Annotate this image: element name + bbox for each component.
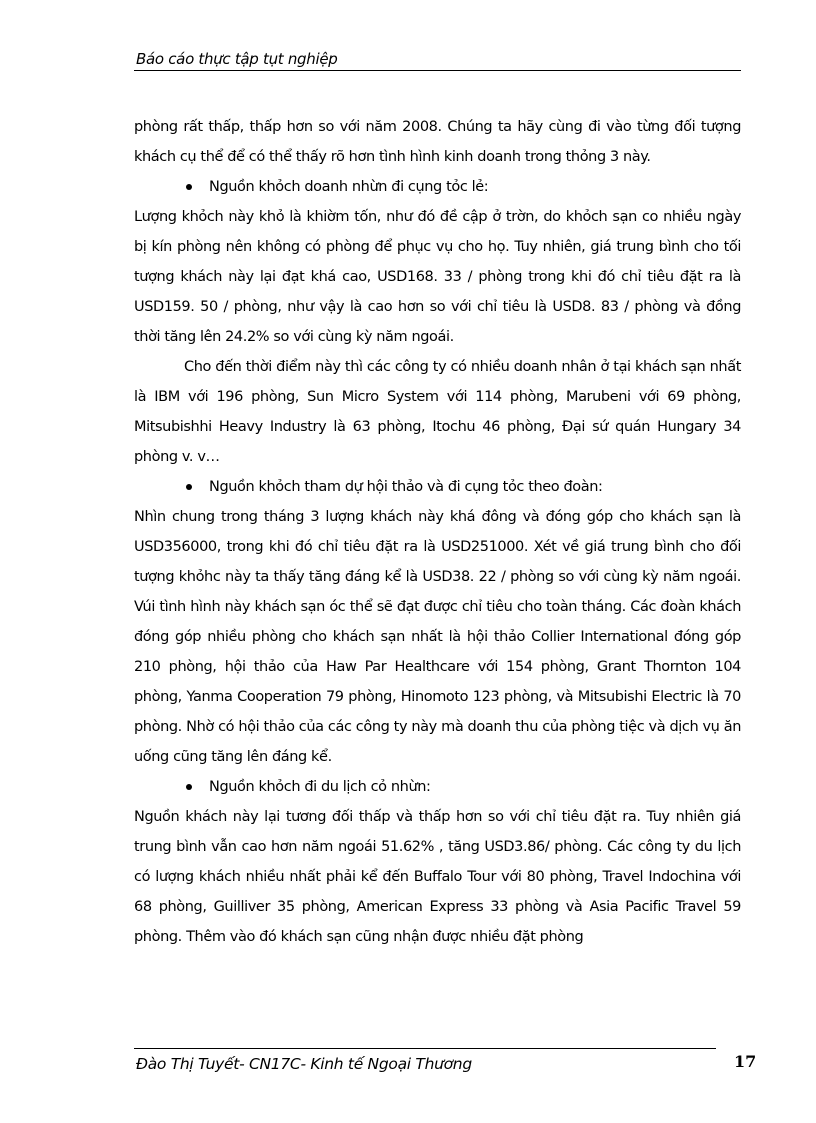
bullet-business-guests [134, 172, 741, 202]
page-header [134, 50, 741, 71]
bullet-icon [186, 184, 192, 190]
page-footer [134, 1048, 716, 1073]
page-number: 17 [734, 1052, 757, 1071]
bullet-label: Nguồn khỏch đi du lịch cỏ nhừn: [209, 779, 431, 795]
bullet-label: Nguồn khỏch doanh nhừn đi cụng tỏc lẻ: [209, 179, 489, 195]
paragraph-business-guests: Lượng khỏch này khỏ là khiờm tốn, như đó đề cập ở trờn, do khỏch sạn co nhiều ngày bị kín phòng nên không có phòng để phục vụ cho họ. Tuy nhiên, giá trung bình cho tối tượng khách này lại đạt khá cao, USD168. 33 / phòng trong khi đó chỉ tiêu đặt ra là USD159. 50 / phòng, như vậy là cao hơn so với chỉ tiêu là USD8. 83 / phòng và đồng thời tăng lên 24.2% so với cùng kỳ năm ngoái. [134, 209, 741, 345]
document-body [134, 112, 741, 952]
header-title: Báo cáo thực tập tụt nghiệp [136, 50, 338, 68]
bullet-label: Nguồn khỏch tham dự hội thảo và đi cụng tỏc theo đoàn: [209, 479, 603, 495]
paragraph-intro: phòng rất thấp, thấp hơn so với năm 2008. Chúng ta hãy cùng đi vào từng đối tượng khách cụ thể để có thể thấy rõ hơn tình hình kinh doanh trong thỏng 3 này. [134, 119, 741, 165]
bullet-conference-guests [134, 472, 741, 502]
paragraph-leisure-guests: Nguồn khách này lại tương đối thấp và thấp hơn so với chỉ tiêu đặt ra. Tuy nhiên giá trung bình vẫn cao hơn năm ngoái 51.62% , tăng USD3.86/ phòng. Các công ty du lịch có lượng khách nhiều nhất phải kể đến Buffalo Tour với 80 phòng, Travel Indochina với 68 phòng, Guilliver 35 phòng, American Express 33 phòng và Asia Pacific Travel 59 phòng. Thêm vào đó khách sạn cũng nhận được nhiều đặt phòng [134, 809, 741, 945]
paragraph-companies: Cho đến thời điểm này thì các công ty có nhiều doanh nhân ở tại khách sạn nhất là IBM với 196 phòng, Sun Micro System với 114 phòng, Marubeni với 69 phòng, Mitsubishhi Heavy Industry là 63 phòng, Itochu 46 phòng, Đại sứ quán Hungary 34 phòng v. v… [134, 359, 741, 465]
bullet-icon [186, 484, 192, 490]
bullet-icon [186, 784, 192, 790]
bullet-leisure-guests [134, 772, 741, 802]
paragraph-conference-guests: Nhìn chung trong tháng 3 lượng khách này khá đông và đóng góp cho khách sạn là USD356000, trong khi đó chỉ tiêu đặt ra là USD251000. Xét về giá trung bình cho đối tượng khỏhc này ta thấy tăng đáng kể là USD38. 22 / phòng so với cùng kỳ năm ngoái. Vúi tình hình này khách sạn óc thể sẽ đạt được chỉ tiêu cho toàn tháng. Các đoàn khách đóng góp nhiều phòng cho khách sạn nhất là hội thảo Collier International đóng góp 210 phòng, hội thảo của Haw Par Healthcare với 154 phòng, Grant Thornton 104 phòng, Yanma Cooperation 79 phòng, Hinomoto 123 phòng, và Mitsubishi Electric là 70 phòng. Nhờ có hội thảo của các công ty này mà doanh thu của phòng tiệc và dịch vụ ăn uống cũng tăng lên đáng kể. [134, 509, 741, 765]
footer-author: Đào Thị Tuyết- CN17C- Kinh tế Ngoại Thương [136, 1055, 472, 1073]
